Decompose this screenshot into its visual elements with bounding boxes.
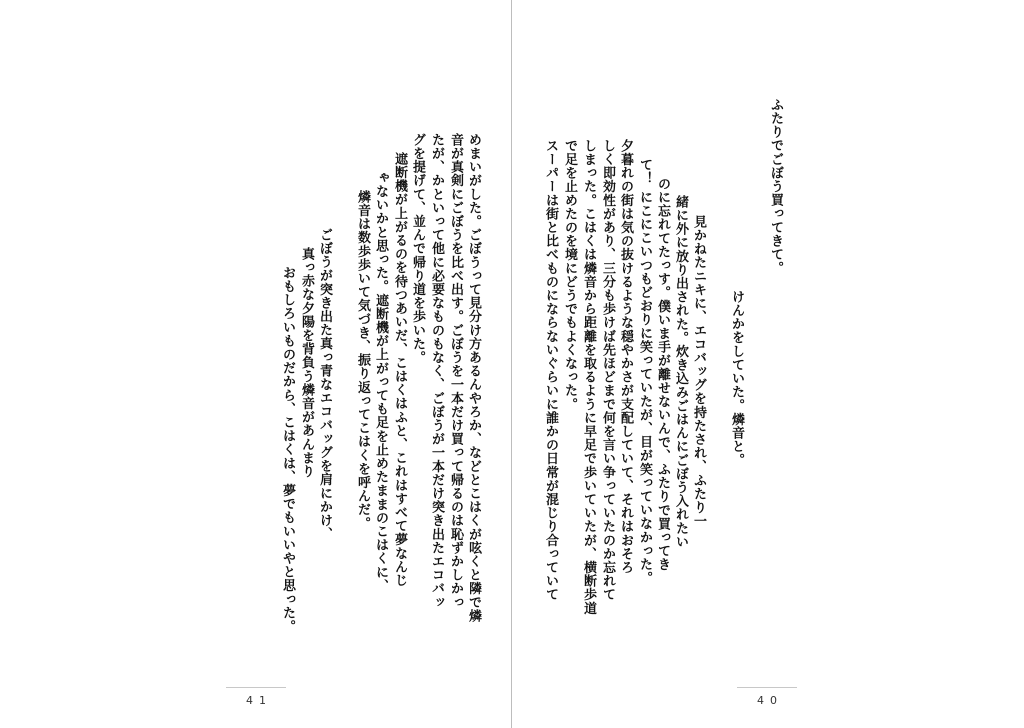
text-line: 燐音は数歩歩いて気づき、振り返ってこはくを呼んだ。	[355, 190, 370, 530]
text-line: めまいがした。ごぼうって見分け方あるんやろか、などとこはくが呟くと隣で燐	[466, 133, 481, 623]
text-line: 夕暮れの街は気の抜けるような穏やかさが支配していて、それはおそろ	[618, 139, 633, 575]
text-line: 真っ赤な夕陽を背負う燐音があんまり	[299, 247, 314, 479]
text-line: 緒に外に放り出された。炊き込みごはんにごぼう入れたい	[673, 195, 688, 549]
text-line: おもしろいものだから、こはくは、夢でもいいやと思った。	[280, 266, 295, 634]
page-gutter	[511, 0, 512, 728]
text-line: グを提げて、並んで帰り道を歩いた。	[410, 133, 425, 365]
text-line: 見かねたニキに、エコバッグを持たされ、ふたり一	[691, 215, 706, 528]
text-line: て！ にこにこいつもどおりに笑っていたが、目が笑っていなかった。	[637, 158, 652, 585]
text-line: けんかをしていた。燐音と。	[729, 290, 744, 467]
text-line: スーパーは街と比べものにならないぐらいに誰かの日常が混じり合っていて	[543, 139, 558, 602]
text-line: しく即効性があり、三分も歩けば先ほどまで何を言い争っていたのか忘れて	[600, 139, 615, 602]
text-line: で足を止めたのを境にどうでもよくなった。	[562, 139, 577, 411]
text-line: 遮断機が上がるのを待つあいだ、こはくはふと、これはすべて夢なんじ	[392, 152, 407, 588]
text-line: しまった。こはくは燐音から距離を取るように早足で歩いていたが、横断歩道	[581, 139, 596, 615]
page-number: 40	[757, 694, 783, 707]
text-line: ごぼうが突き出た真っ青なエコバッグを肩にかけ、	[317, 228, 332, 541]
page-number-rule	[737, 687, 797, 688]
page-number: 41	[246, 694, 272, 707]
text-line: ゃないかと思った。遮断機が上がっても足を止めたままのこはくに、	[373, 171, 388, 593]
text-line: ふたりでごぼう買ってきて。	[768, 98, 783, 275]
text-line: 音が真剣にごぼうを比べ出す。ごぼうを一本だけ買って帰るのは恥ずかしかっ	[448, 133, 463, 609]
text-line: のに忘れてたっす。僕いま手が離せないんで、ふたりで買ってき	[655, 177, 670, 572]
text-line: たが、かといって他に必要なものもなく、ごぼうが一本だけ突き出たエコバッ	[429, 133, 444, 609]
page-number-rule	[226, 687, 286, 688]
